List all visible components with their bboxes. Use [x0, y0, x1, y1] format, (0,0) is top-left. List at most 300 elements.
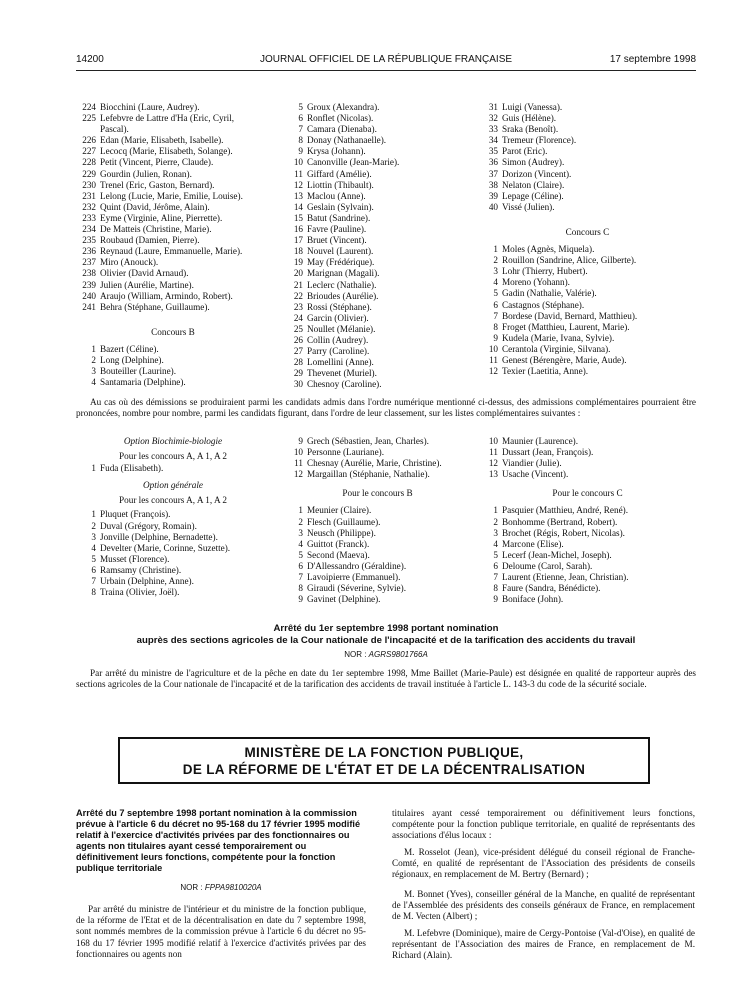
list-item: [480, 191, 695, 202]
item-number: 10: [293, 157, 303, 168]
list-item: [78, 280, 268, 291]
item-name: Guittot (Franck).: [307, 538, 370, 549]
item-number: 1: [91, 509, 96, 520]
item-number: 241: [82, 301, 96, 312]
item-number: 229: [82, 168, 96, 179]
item-name: Batut (Sandrine).: [307, 212, 371, 223]
list-item: [480, 135, 695, 146]
list-item: [78, 355, 268, 366]
item-number: 4: [493, 277, 498, 288]
list-item: [78, 268, 268, 279]
list-item: [285, 280, 470, 291]
list-item: [480, 244, 695, 255]
item-name: Ronflet (Nicolas).: [307, 113, 374, 124]
item-number: 1: [298, 505, 303, 516]
list-item: [285, 517, 470, 528]
list-item: [78, 102, 268, 113]
item-name: Pasquier (Matthieu, André, René).: [502, 505, 629, 516]
list-item: [78, 576, 268, 587]
list-item: [285, 539, 470, 550]
item-number: 5: [298, 549, 303, 560]
option-heading: Option Biochimie-biologie: [123, 436, 223, 446]
item-name: Flesch (Guillaume).: [307, 516, 381, 527]
item-number: 5: [298, 102, 303, 112]
item-name: Reynaud (Laure, Emmanuelle, Marie).: [100, 246, 243, 257]
list-column-2: [285, 102, 470, 390]
list-item: [78, 587, 268, 598]
item-name: Chesnay (Aurélie, Marie, Christine).: [307, 458, 442, 469]
item-number: 36: [488, 157, 498, 168]
item-name: Lavoipierre (Emmanuel).: [307, 572, 401, 583]
item-number: 5: [91, 553, 96, 564]
arrete2-body-left: Par arrêté du ministre de l'intérieur et du ministre de la fonction publique, de la réforme de l'Etat et de la décentralisation en date du 7 septembre 1998, sont nommés membres de la commission prévue à l'article 6 du décret no 95-168 du 17 février 1995 modifié relatif à l'exercice d'activités privées par des fonctionnaires ou agents non: [76, 904, 366, 959]
arrete-title-line2: auprès des sections agricoles de la Cour nationale de l'incapacité et de la tarification des accidents du travail: [136, 635, 636, 646]
item-number: 235: [82, 235, 96, 246]
item-number: 238: [82, 268, 96, 279]
list-item: [480, 458, 695, 469]
list-item: [480, 583, 695, 594]
item-name: May (Frédérique).: [307, 257, 375, 268]
list-item: [480, 124, 695, 135]
list-item: [480, 311, 695, 322]
list-item: [480, 469, 695, 480]
list-item: [285, 191, 470, 202]
item-name: Tremeur (Florence).: [502, 135, 577, 146]
item-number: 233: [82, 212, 96, 223]
item-name: Santamaria (Delphine).: [100, 377, 186, 388]
item-number: 10: [488, 436, 498, 446]
list-item: [480, 344, 695, 355]
item-number: 8: [91, 587, 96, 598]
item-number: 3: [493, 527, 498, 538]
list-item: [285, 257, 470, 268]
list-item: [285, 458, 470, 469]
item-number: 4: [91, 542, 96, 553]
list-item: [78, 224, 268, 235]
list-item: [480, 355, 695, 366]
item-name: Musset (Florence).: [100, 553, 170, 564]
spacer: [480, 213, 695, 227]
item-number: 3: [91, 366, 96, 377]
list-item: [285, 505, 470, 516]
item-name: Bonhomme (Bertrand, Robert).: [502, 516, 618, 527]
item-number: 2: [493, 255, 498, 266]
spacer: [78, 313, 268, 327]
item-name: Bruet (Vincent).: [307, 235, 367, 246]
item-number: 2: [493, 516, 498, 527]
list-item: [285, 246, 470, 257]
item-name: Noullet (Mélanie).: [307, 323, 376, 334]
item-number: 8: [298, 583, 303, 594]
list-item: [480, 594, 695, 605]
item-name: Lepage (Céline).: [502, 190, 564, 201]
item-number: 28: [293, 357, 303, 368]
item-number: 10: [488, 343, 498, 354]
item-number: 13: [293, 190, 303, 201]
item-number: 27: [293, 346, 303, 357]
item-name: Bazert (Céline).: [100, 343, 159, 354]
nor-code-2: FPPA9810020A: [204, 883, 262, 892]
list-item: [285, 379, 470, 390]
list-item: [480, 366, 695, 377]
list-item: [285, 224, 470, 235]
item-number: 38: [488, 179, 498, 190]
item-number: 14: [293, 201, 303, 212]
item-name: Olivier (David Arnaud).: [100, 268, 189, 279]
section-heading: Concours C: [565, 226, 610, 237]
list-item: [78, 113, 268, 124]
item-number: 34: [488, 135, 498, 146]
list-item: [78, 565, 268, 576]
item-number: 232: [82, 201, 96, 212]
item-number: 13: [488, 469, 498, 480]
item-name: Donay (Nathanaelle).: [307, 135, 387, 146]
complementary-column-2: [285, 436, 470, 605]
item-name: Roubaud (Damien, Pierre).: [100, 235, 200, 246]
list-item: [480, 255, 695, 266]
item-name: Brochet (Régis, Robert, Nicolas).: [502, 527, 625, 538]
item-number: 9: [493, 332, 498, 343]
item-name: Margaillan (Stéphanie, Nathalie).: [307, 469, 430, 480]
item-name: Grech (Sébastien, Jean, Charles).: [307, 436, 429, 446]
list-item: [78, 169, 268, 180]
item-number: 224: [82, 102, 96, 112]
list-item: [285, 550, 470, 561]
item-name: Giffard (Amélie).: [307, 168, 372, 179]
item-number: 11: [294, 168, 303, 179]
item-name: Usache (Vincent).: [502, 469, 569, 480]
nor-label: NOR :: [344, 650, 369, 659]
item-name: D'Allessandro (Géraldine).: [307, 560, 407, 571]
nor-label-2: NOR :: [180, 883, 205, 892]
list-item: [480, 277, 695, 288]
item-number: 9: [298, 146, 303, 157]
header-rule: [76, 70, 696, 71]
item-name: Camara (Dienaba).: [307, 124, 377, 135]
list-item: [78, 543, 268, 554]
list-item: [78, 532, 268, 543]
item-name: Luigi (Vanessa).: [502, 102, 563, 112]
list-item: [480, 180, 695, 191]
arrete2-title: Arrêté du 7 septembre 1998 portant nomination à la commission prévue à l'article 6 du décret no 95-168 du 17 février 1995 modifié relatif à l'exercice d'activités privées par des fonctionnaires ou agents non titulaires ayant cessé temporairement ou définitivement leurs fonctions, compétente pour la fonction publique territoriale: [76, 808, 361, 873]
item-number: 10: [293, 447, 303, 458]
item-name: Lecocq (Marie, Elisabeth, Solange).: [100, 146, 233, 157]
list-item: [480, 300, 695, 311]
item-number: 8: [493, 583, 498, 594]
list-item: [480, 288, 695, 299]
list-item: [78, 509, 268, 520]
item-name: Gourdin (Julien, Ronan).: [100, 168, 192, 179]
item-number: 8: [298, 135, 303, 146]
list-item: [480, 528, 695, 539]
item-name: Dorizon (Vincent).: [502, 168, 572, 179]
item-name: Marignan (Magali).: [307, 268, 380, 279]
list-item: [480, 113, 695, 124]
item-number: 12: [488, 458, 498, 469]
item-number: 230: [82, 179, 96, 190]
list-item: [285, 180, 470, 191]
item-number: 33: [488, 124, 498, 135]
spacer: [480, 480, 695, 488]
item-number: 227: [82, 146, 96, 157]
list-item: [480, 505, 695, 516]
item-number: 4: [91, 377, 96, 388]
list-item: [285, 102, 470, 113]
list-item: [78, 291, 268, 302]
item-name: Groux (Alexandra).: [307, 102, 380, 112]
item-name: Garcin (Olivier).: [307, 312, 369, 323]
item-name: Marcone (Elise).: [502, 538, 564, 549]
list-item: [285, 146, 470, 157]
item-number: 4: [298, 538, 303, 549]
item-number: 3: [298, 527, 303, 538]
item-name: Neusch (Philippe).: [307, 527, 376, 538]
list-item: [78, 146, 268, 157]
item-name: Lelong (Lucie, Marie, Emilie, Louise).: [100, 190, 243, 201]
list-item: [285, 572, 470, 583]
item-number: 7: [298, 572, 303, 583]
option-subheading: Pour les concours A, A 1, A 2: [119, 495, 227, 506]
list-item: [285, 135, 470, 146]
item-number: 6: [298, 113, 303, 124]
item-name: Boniface (John).: [502, 594, 564, 605]
list-item: [78, 202, 268, 213]
list-item: [480, 436, 695, 447]
item-number: 228: [82, 157, 96, 168]
section-heading: Pour le concours C: [552, 488, 623, 499]
list-item: [480, 322, 695, 333]
item-name: Leclerc (Nathalie).: [307, 279, 377, 290]
list-item: [285, 357, 470, 368]
list-item: [285, 202, 470, 213]
item-number: 9: [298, 436, 303, 446]
item-name: Edan (Marie, Elisabeth, Isabelle).: [100, 135, 224, 146]
page-header: [76, 54, 696, 68]
item-number: 11: [489, 354, 498, 365]
nor-reference-2: [76, 883, 366, 892]
list-item: [285, 313, 470, 324]
list-item: [285, 268, 470, 279]
item-name: Nouvel (Laurent).: [307, 246, 374, 257]
list-item: [78, 257, 268, 268]
item-name: Duval (Grégory, Romain).: [100, 520, 197, 531]
item-number: 31: [488, 102, 498, 112]
item-name: Rossi (Stéphane).: [307, 301, 372, 312]
item-name: Vissé (Julien).: [502, 201, 555, 212]
list-item: [78, 235, 268, 246]
issue-date: 17 septembre 1998: [609, 54, 696, 65]
item-number: 2: [91, 520, 96, 531]
list-item: [285, 291, 470, 302]
item-name: Eyme (Virginie, Aline, Pierrette).: [100, 212, 223, 223]
item-name: Araujo (William, Armindo, Robert).: [100, 290, 233, 301]
item-number: 6: [298, 560, 303, 571]
arrete2-body-right-4: M. Lefebvre (Dominique), maire de Cergy-Pontoise (Val-d'Oise), en qualité de représentant de l'Association des maires de France, en remplacement de M. Richard (Alain).: [392, 928, 695, 961]
item-name: Gavinet (Delphine).: [307, 594, 381, 605]
item-name: Cerantola (Virginie, Silvana).: [502, 343, 611, 354]
item-number: 37: [488, 168, 498, 179]
list-item: [78, 366, 268, 377]
list-item: [285, 157, 470, 168]
item-number: 8: [493, 321, 498, 332]
list-item: [480, 146, 695, 157]
item-name: Lefebvre de Lattre d'Ha (Eric, Cyril,: [100, 113, 235, 124]
item-number: 40: [488, 201, 498, 212]
list-item: [285, 324, 470, 335]
item-name: Meunier (Claire).: [307, 505, 372, 516]
list-item: [285, 447, 470, 458]
item-name: Brioudes (Aurélie).: [307, 290, 379, 301]
complementary-column-3: [480, 436, 695, 605]
item-number: 23: [293, 301, 303, 312]
item-number: 1: [91, 463, 96, 474]
item-number: 1: [493, 505, 498, 516]
ministry-line-1: MINISTÈRE DE LA FONCTION PUBLIQUE,: [244, 745, 524, 760]
list-item: [285, 583, 470, 594]
item-number: 26: [293, 334, 303, 345]
demissions-paragraph: Au cas où des démissions se produiraient parmi les candidats admis dans l'ordre numérique mentionné ci-dessus, des admissions complémentaires pourraient être prononcées, nombre pour nombre, parmi les candidats figurant, dans l'ordre de leur classement, sur les listes complémentaires suivantes :: [76, 397, 696, 419]
item-name: Julien (Aurélie, Martine).: [100, 279, 194, 290]
list-column-3: [480, 102, 695, 377]
item-number: 1: [493, 244, 498, 255]
section-heading: Concours B: [151, 326, 195, 337]
item-number: 7: [298, 124, 303, 135]
item-name: Giraudi (Séverine, Sylvie).: [307, 583, 406, 594]
list-item: [78, 180, 268, 191]
item-name: Viandier (Julie).: [502, 458, 562, 469]
item-number: 5: [493, 549, 498, 560]
item-number: 9: [493, 594, 498, 605]
item-number: 35: [488, 146, 498, 157]
list-item: [78, 191, 268, 202]
list-item: [285, 528, 470, 539]
list-item: [480, 561, 695, 572]
item-number: 25: [293, 323, 303, 334]
item-name: Lomellini (Anne).: [307, 357, 374, 368]
item-name: Simon (Audrey).: [502, 157, 565, 168]
item-name: Bordese (David, Bernard, Matthieu).: [502, 310, 638, 321]
item-name: Biocchini (Laure, Audrey).: [100, 102, 200, 112]
item-name: Pascal).: [100, 124, 129, 135]
list-item: [78, 521, 268, 532]
item-number: 6: [493, 299, 498, 310]
item-name: Urbain (Delphine, Anne).: [100, 576, 194, 587]
list-item: [78, 302, 268, 313]
item-name: Parry (Caroline).: [307, 346, 370, 357]
item-name: Faure (Sandra, Bénédicte).: [502, 583, 601, 594]
item-name: Behra (Stéphane, Guillaume).: [100, 301, 210, 312]
list-item: [285, 594, 470, 605]
page-number: 14200: [76, 54, 104, 65]
list-item: [285, 346, 470, 357]
item-number: 22: [293, 290, 303, 301]
item-number: 3: [91, 531, 96, 542]
item-number: 20: [293, 268, 303, 279]
item-name: Bouteiller (Laurine).: [100, 366, 177, 377]
list-item: [480, 202, 695, 213]
list-item: [480, 157, 695, 168]
item-name: Develter (Marie, Corinne, Suzette).: [100, 542, 231, 553]
item-name: Dussart (Jean, François).: [502, 447, 594, 458]
item-name: Deloume (Carol, Sarah).: [502, 560, 593, 571]
list-item: [285, 302, 470, 313]
list-item: [480, 517, 695, 528]
item-number: 2: [298, 516, 303, 527]
item-number: 30: [293, 379, 303, 390]
nor-reference: [76, 650, 696, 659]
item-name: Maclou (Anne).: [307, 190, 366, 201]
list-item: [285, 235, 470, 246]
list-item: [480, 333, 695, 344]
item-name: Pluquet (François).: [100, 509, 171, 520]
item-number: 1: [91, 343, 96, 354]
item-number: 236: [82, 246, 96, 257]
section-heading: Pour le concours B: [342, 488, 413, 499]
list-item: [285, 113, 470, 124]
item-number: 240: [82, 290, 96, 301]
item-number: 7: [91, 576, 96, 587]
list-item: [285, 436, 470, 447]
arrete-title: [76, 623, 696, 647]
item-name: Lecerf (Jean-Michel, Joseph).: [502, 549, 612, 560]
arrete2-body-right-1: titulaires ayant cessé temporairement ou définitivement leurs fonctions, compétente pour la fonction publique territoriale, en qualité de représentants des associations d'élus locaux :: [392, 808, 695, 841]
list-item: [78, 213, 268, 224]
list-item: [78, 463, 268, 474]
item-name: Liottin (Thibault).: [307, 179, 374, 190]
item-name: Favre (Pauline).: [307, 224, 367, 235]
list-item: [78, 344, 268, 355]
arrete-title-line1: Arrêté du 1er septembre 1998 portant nomination: [273, 623, 499, 634]
item-name: Quint (David, Jérôme, Alain).: [100, 201, 210, 212]
list-column-1: [78, 102, 268, 388]
item-number: 12: [488, 366, 498, 377]
item-number: 225: [82, 113, 96, 124]
item-name: Castagnos (Stéphane).: [502, 299, 585, 310]
item-name: Rouillon (Sandrine, Alice, Gilberte).: [502, 255, 637, 266]
item-number: 21: [293, 279, 303, 290]
item-number: 4: [493, 538, 498, 549]
item-name: Nelaton (Claire).: [502, 179, 565, 190]
item-name: Moles (Agnès, Miquela).: [502, 244, 595, 255]
list-item: [285, 561, 470, 572]
item-name: Maunier (Laurence).: [502, 436, 579, 446]
list-item: [78, 554, 268, 565]
item-name: Long (Delphine).: [100, 354, 164, 365]
spacer: [285, 480, 470, 488]
item-name: Kudela (Marie, Ivana, Sylvie).: [502, 332, 615, 343]
item-name: Collin (Audrey).: [307, 334, 369, 345]
item-name: Jonville (Delphine, Bernadette).: [100, 531, 218, 542]
item-name: Sraka (Benoît).: [502, 124, 559, 135]
item-number: 17: [293, 235, 303, 246]
item-name: Laurent (Etienne, Jean, Christian).: [502, 572, 629, 583]
complementary-column-1: [78, 436, 268, 598]
list-item: [480, 539, 695, 550]
item-name: Second (Maeva).: [307, 549, 370, 560]
journal-title: JOURNAL OFFICIEL DE LA RÉPUBLIQUE FRANÇAISE: [259, 54, 513, 65]
item-name: De Matteis (Christine, Marie).: [100, 224, 212, 235]
item-name: Personne (Lauriane).: [307, 447, 385, 458]
item-number: 39: [488, 190, 498, 201]
list-item: [480, 447, 695, 458]
list-item: [285, 124, 470, 135]
item-name: Krysa (Johann).: [307, 146, 366, 157]
list-item: [480, 169, 695, 180]
list-item: [285, 469, 470, 480]
nor-code: AGRS9801766A: [368, 650, 428, 659]
item-number: 6: [91, 564, 96, 575]
arrete-body: Par arrêté du ministre de l'agriculture et de la pêche en date du 1er septembre 1998, Mme Baillet (Marie-Paule) est désignée en qualité de rapporteur auprès des sections agricoles de la Cour nationale de l'incapacité et de la tarification des accidents de travail instituée à l'article L. 143-3 du code de la sécurité sociale.: [76, 668, 696, 690]
